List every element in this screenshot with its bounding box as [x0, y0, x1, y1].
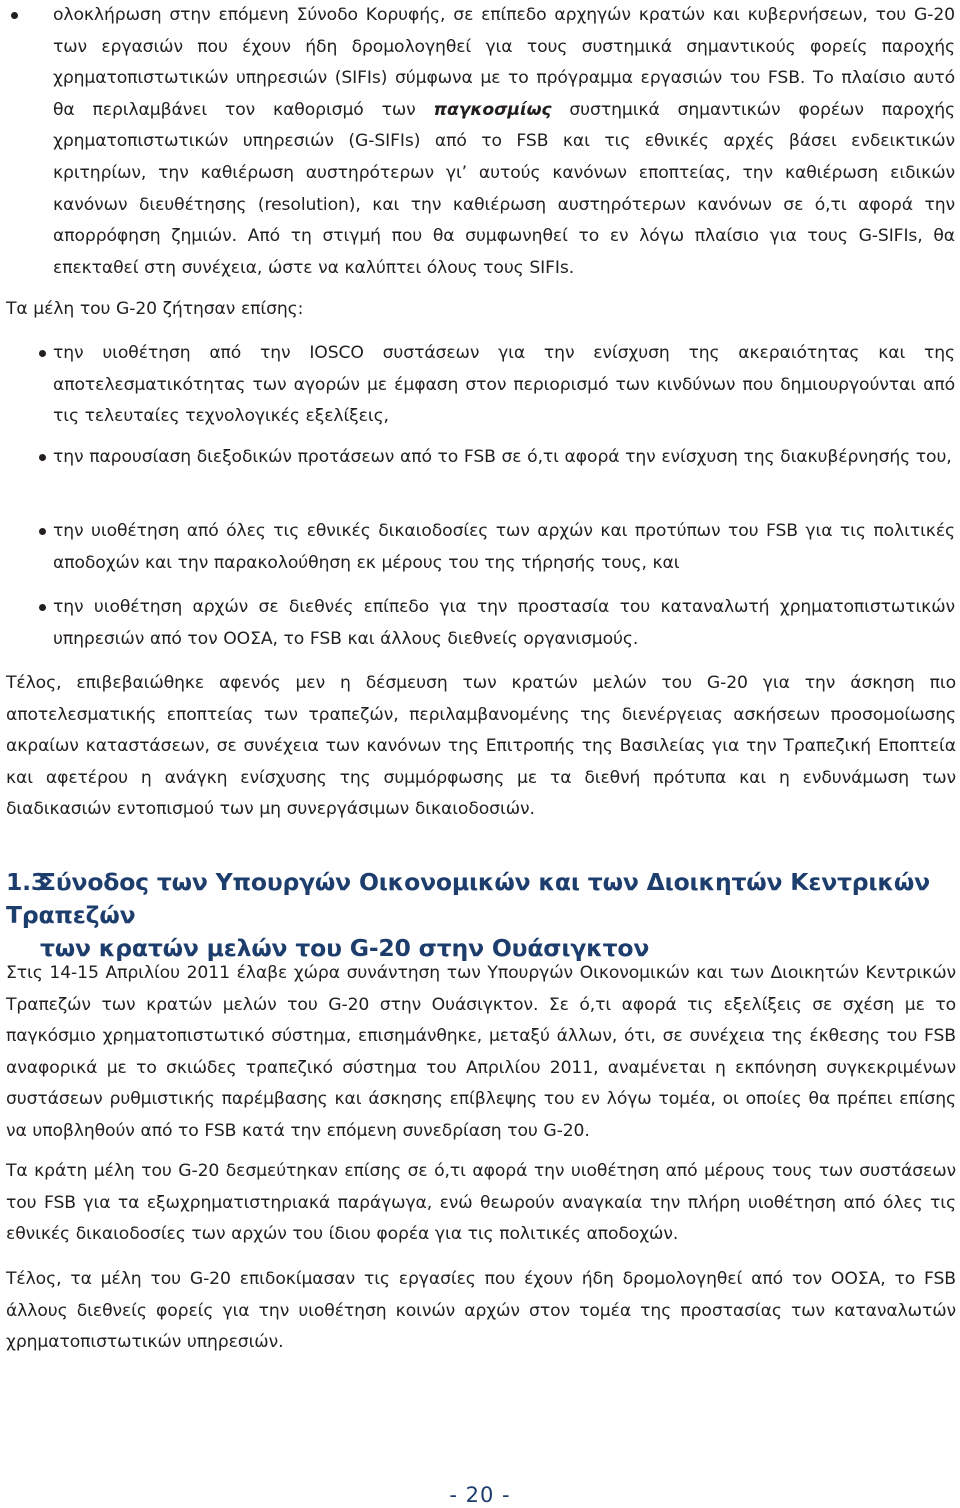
intro-bullet-p2-before: Το πλαίσιο αυτό θα περιλαμβάνει τον καθορισμό των	[53, 68, 955, 120]
bullet-dot	[39, 528, 46, 535]
request-text: την παρουσίαση διεξοδικών προτάσεων από το FSB σε ό,τι αφορά την ενίσχυση της διακυβέρνησής του,	[53, 447, 952, 467]
intro-bullet-p3: Από τη στιγμή που θα συμφωνηθεί το εν λόγω πλαίσιο για τους G-SIFIs, θα επεκταθεί στη συνέχεια, ώστε να καλύπτει όλους τους SIFIs.	[53, 226, 955, 278]
closing-paragraph: Τέλος, επιβεβαιώθηκε αφενός μεν η δέσμευση των κρατών μελών του G-20 για την άσκηση πιο αποτελεσματικής εποπτείας των τραπεζών, περιλαμβανομένης της διενέργειας ασκήσεων προσομοίωσης ακραίων καταστάσεων, σε συνέχεια των κανόνων της Επιτροπής της Βασιλείας για την Τραπεζική Εποπτεία και αφετέρου η ανάγκη ενίσχυσης της συμμόρφωσης με τα διεθνή πρότυπα και η ενδυνάμωση των διαδικασιών εντοπισμού των μη συνεργάσιμων δικαιοδοσιών.	[6, 673, 956, 820]
bullet-dot	[11, 12, 18, 19]
page-number: - 20 -	[449, 1483, 511, 1507]
section-number: 1.3	[6, 868, 48, 896]
bullet-dot	[39, 350, 46, 357]
section-paragraph: Τέλος, τα μέλη του G-20 επιδοκίμασαν τις εργασίες που έχουν ήδη δρομολογηθεί από τον ΟΟΣΑ, το FSB άλλους διεθνείς φορείς για την υιοθέτηση κοινών αρχών στον τομέα της προστασίας των καταναλωτών χρηματοπιστωτικών υπηρεσιών.	[6, 1269, 956, 1353]
intro-bullet-emphasis: παγκοσμίως	[433, 99, 552, 120]
request-text: την υιοθέτηση από όλες τις εθνικές δικαιοδοσίες των αρχών και προτύπων του FSB για τις πολιτικές αποδοχών και την παρακολούθηση εκ μέρους του της τήρησής τους, και	[53, 521, 955, 573]
intro-bullet-p2-after: συστημικά σημαντικών φορέων παροχής χρηματοπιστωτικών υπηρεσιών (G-SIFIs) από το FSB και τις εθνικές αρχές βάσει ενδεικτικών κριτηρίων, την καθιέρωση αυστηρότερων γι’ αυτούς κανόνων εποπτείας, την καθιέρωση ειδικών κανόνων διευθέτησης (resolution), και την καθιέρωση αυστηρότερων κανόνων σε ό,τι αφορά την απορρόφηση ζημιών.	[53, 99, 956, 247]
section-paragraph: Στις 14-15 Απριλίου 2011 έλαβε χώρα συνάντηση των Υπουργών Οικονομικών και των Διοικητών Κεντρικών Τραπεζών των κρατών μελών του G-20 στην Ουάσιγκτον. Σε ό,τι αφορά τις εξελίξεις σε σχέση με το παγκόσμιο χρηματοπιστωτικό σύστημα, επισημάνθηκε, μεταξύ άλλων, ότι, σε συνέχεια της έκθεσης του FSB αναφορικά με το σκιώδες τραπεζικό σύστημα του Απριλίου 2011, αναμένεται η εκπόνηση συγκεκριμένων συστάσεων ρυθμιστικής παρέμβασης και άσκησης επίβλεψης του εν λόγω τομέα, οι οποίες θα πρέπει επίσης να υποβληθούν από το FSB κατά την επόμενη συνεδρίαση του G-20.	[6, 963, 956, 1141]
bullet-dot	[39, 454, 46, 461]
section-title-line2: των κρατών μελών του G-20 στην Ουάσιγκτον	[40, 934, 650, 962]
intro-bullet-p1: ολοκλήρωση στην επόμενη Σύνοδο Κορυφής, σε επίπεδο αρχηγών κρατών και κυβερνήσεων, του G-20 των εργασιών που έχουν ήδη δρομολογηθεί για τους συστημικά σημαντικούς φορείς παροχής χρηματοπιστωτικών υπηρεσιών (SIFIs) σύμφωνα με το πρόγραμμα εργασιών του FSB.	[53, 5, 955, 89]
section-paragraph: Τα κράτη μέλη του G-20 δεσμεύτηκαν επίσης σε ό,τι αφορά την υιοθέτηση από μέρους τους των συστάσεων του FSB για τα εξωχρηματιστηριακά παράγωγα, ενώ θεωρούν αναγκαία την πλήρη υιοθέτηση από όλες τις εθνικές δικαιοδοσίες των αρχών του ίδιου φορέα για τις πολιτικές αποδοχών.	[6, 1161, 956, 1245]
request-text: την υιοθέτηση αρχών σε διεθνές επίπεδο για την προστασία του καταναλωτή χρηματοπιστωτικών υπηρεσιών από τον ΟΟΣΑ, το FSB και άλλους διεθνείς οργανισμούς.	[53, 597, 955, 649]
request-text: την υιοθέτηση από την IOSCO συστάσεων για την ενίσχυση της ακεραιότητας και της αποτελεσματικότητας των αγορών με έμφαση στον περιορισμό των κινδύνων που δημιουργούνται από τις τελευταίες τεχνολογικές εξελίξεις,	[53, 343, 955, 427]
section-heading	[6, 866, 956, 965]
members-intro: Τα μέλη του G-20 ζήτησαν επίσης:	[6, 299, 304, 319]
bullet-dot	[39, 604, 46, 611]
section-title-line1: Σύνοδος των Υπουργών Οικονομικών και των Διοικητών Κεντρικών Τραπεζών	[6, 868, 930, 929]
intro-bullet-text	[53, 0, 955, 284]
